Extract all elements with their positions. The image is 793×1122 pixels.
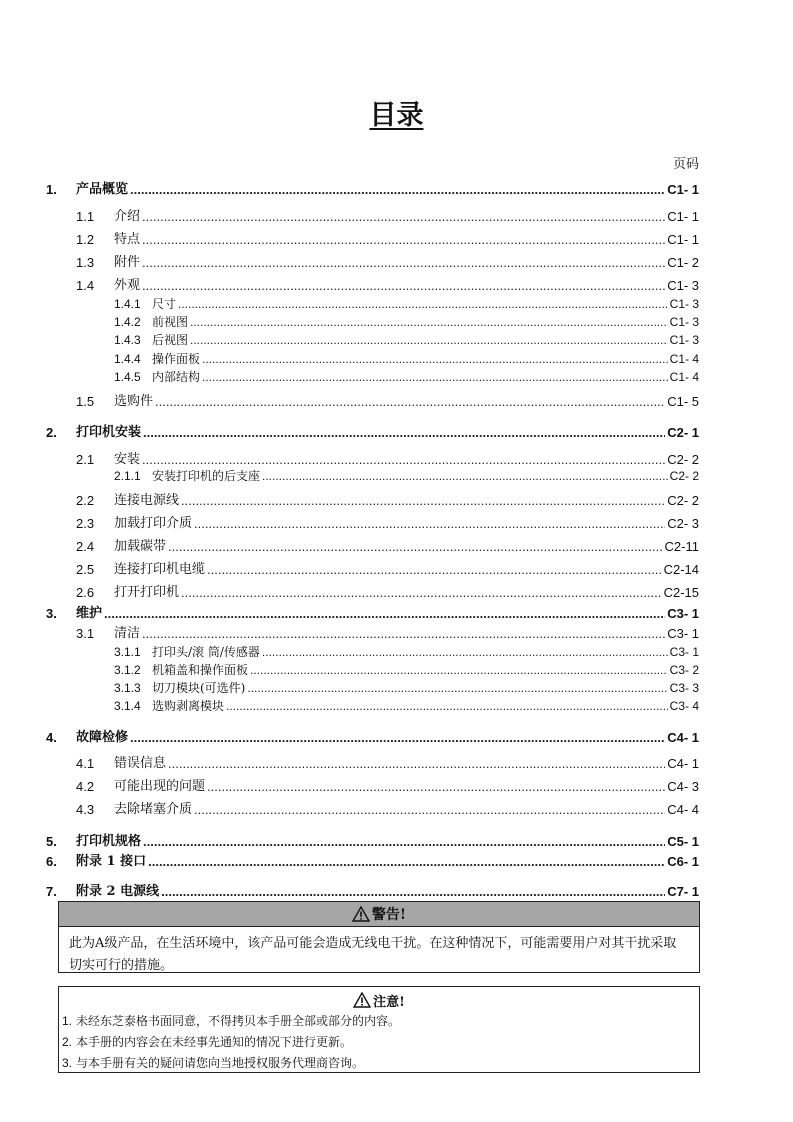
toc-label: 外观 bbox=[114, 278, 141, 293]
toc-page-number: C1- 3 bbox=[669, 297, 699, 311]
toc-number: 7. bbox=[46, 884, 57, 899]
toc-page-number: C1- 4 bbox=[669, 370, 699, 384]
dot-leader bbox=[155, 394, 665, 410]
toc-number: 3.1.4 bbox=[114, 699, 141, 713]
toc-number: 4.1 bbox=[76, 756, 95, 771]
toc-number: 1.1 bbox=[76, 209, 95, 224]
toc-subsection[interactable] bbox=[114, 662, 699, 678]
toc-label: 切刀模块(可选件) bbox=[152, 681, 246, 695]
dot-leader bbox=[194, 516, 665, 532]
toc-number: 2.1.1 bbox=[114, 469, 141, 483]
notice-title: 注意! bbox=[373, 994, 405, 1010]
toc-section[interactable] bbox=[76, 392, 699, 410]
toc-page-number: C1- 1 bbox=[667, 232, 699, 247]
toc-label: 加载碳带 bbox=[114, 539, 167, 554]
toc-page-number: C2-11 bbox=[664, 539, 699, 554]
toc-chapter[interactable] bbox=[46, 728, 699, 746]
toc-number: 1.4.1 bbox=[114, 297, 141, 311]
toc-page-number: C2-14 bbox=[663, 562, 699, 577]
toc-number: 2.5 bbox=[76, 562, 95, 577]
dot-leader bbox=[202, 351, 668, 367]
toc-subsection[interactable] bbox=[114, 698, 699, 714]
notice-item: 1. 未经东芝泰格书面同意，不得拷贝本手册全部或部分的内容。 bbox=[62, 1014, 401, 1028]
toc-number: 2.2 bbox=[76, 493, 95, 508]
toc-number: 3.1 bbox=[76, 626, 95, 641]
toc-number: 3. bbox=[46, 606, 57, 621]
toc-number: 3.1.1 bbox=[114, 645, 141, 659]
dot-leader bbox=[148, 854, 665, 870]
toc-label: 介绍 bbox=[114, 209, 141, 224]
toc-page-number: C5- 1 bbox=[667, 834, 699, 849]
toc-subsection[interactable] bbox=[114, 369, 699, 385]
toc-chapter[interactable] bbox=[46, 423, 699, 441]
toc-number: 1.2 bbox=[76, 232, 95, 247]
toc-label: 产品概览 bbox=[76, 182, 129, 197]
dot-leader bbox=[250, 662, 668, 678]
toc-section[interactable] bbox=[76, 230, 699, 248]
toc-chapter[interactable] bbox=[46, 180, 699, 198]
toc-page-number: C3- 1 bbox=[667, 606, 699, 621]
dot-leader bbox=[262, 468, 668, 484]
toc-section[interactable] bbox=[76, 754, 699, 772]
toc-label: 操作面板 bbox=[152, 352, 201, 366]
toc-number: 2. bbox=[46, 425, 57, 440]
toc-page-number: C4- 3 bbox=[667, 779, 699, 794]
toc-page-number: C4- 1 bbox=[667, 756, 699, 771]
toc-page-number: C3- 3 bbox=[669, 681, 699, 695]
toc-subsection[interactable] bbox=[114, 351, 699, 367]
page-title: 目录 bbox=[369, 100, 424, 131]
dot-leader bbox=[181, 585, 662, 601]
dot-leader bbox=[190, 332, 668, 348]
toc-label: 安装打印机的后支座 bbox=[152, 469, 261, 483]
dot-leader bbox=[194, 802, 665, 818]
warning-triangle-icon bbox=[352, 906, 370, 922]
toc-page-number: C3- 2 bbox=[669, 663, 699, 677]
notice-header bbox=[59, 989, 699, 1011]
dot-leader bbox=[207, 779, 665, 795]
page-column-label: 页码 bbox=[672, 157, 699, 172]
toc-page-number: C3- 4 bbox=[669, 699, 699, 713]
toc-page-number: C7- 1 bbox=[667, 884, 699, 899]
toc-label: 后视图 bbox=[152, 333, 189, 347]
toc-page-number: C2- 1 bbox=[667, 425, 699, 440]
dot-leader bbox=[104, 606, 665, 622]
dot-leader bbox=[178, 296, 668, 312]
dot-leader bbox=[168, 539, 663, 555]
notice-box bbox=[58, 986, 700, 1073]
toc-section[interactable] bbox=[76, 253, 699, 271]
toc-label: 特点 bbox=[114, 232, 141, 247]
toc-page-number: C1- 3 bbox=[669, 333, 699, 347]
toc-chapter[interactable] bbox=[46, 832, 699, 850]
dot-leader bbox=[181, 493, 665, 509]
toc-number: 1.4.5 bbox=[114, 370, 141, 384]
toc-number: 1.3 bbox=[76, 255, 95, 270]
dot-leader bbox=[143, 834, 665, 850]
toc-page-number: C2- 2 bbox=[669, 469, 699, 483]
toc-label: 去除堵塞介质 bbox=[114, 802, 193, 817]
toc-number: 2.6 bbox=[76, 585, 95, 600]
toc-page-number: C4- 4 bbox=[667, 802, 699, 817]
toc-number: 1. bbox=[46, 182, 57, 197]
dot-leader bbox=[190, 314, 668, 330]
toc-label: 故障检修 bbox=[76, 730, 129, 745]
toc-page-number: C1- 5 bbox=[667, 394, 699, 409]
toc-number: 6. bbox=[46, 854, 57, 869]
toc-number: 4. bbox=[46, 730, 57, 745]
toc-page-number: C1- 1 bbox=[667, 209, 699, 224]
toc-page-number: C2- 2 bbox=[667, 452, 699, 467]
toc-number: 3.1.2 bbox=[114, 663, 141, 677]
toc-chapter[interactable] bbox=[46, 604, 699, 622]
toc-label: 选购件 bbox=[114, 394, 154, 409]
toc-page-number: C2- 2 bbox=[667, 493, 699, 508]
dot-leader bbox=[142, 626, 665, 642]
toc-page-number: C1- 3 bbox=[667, 278, 699, 293]
toc-section[interactable] bbox=[76, 207, 699, 225]
toc-label: 连接电源线 bbox=[114, 493, 180, 508]
warning-box bbox=[58, 901, 700, 973]
dot-leader bbox=[142, 278, 665, 294]
dot-leader bbox=[207, 562, 662, 578]
toc-label: 打印机安装 bbox=[76, 425, 142, 440]
toc-label: 错误信息 bbox=[114, 756, 167, 771]
toc-number: 2.3 bbox=[76, 516, 95, 531]
toc-page-number: C3- 1 bbox=[669, 645, 699, 659]
warning-header bbox=[59, 902, 699, 927]
toc-number: 3.1.3 bbox=[114, 681, 141, 695]
warning-title: 警告! bbox=[371, 907, 407, 923]
dot-leader bbox=[226, 698, 668, 714]
toc-page-number: C2- 3 bbox=[667, 516, 699, 531]
toc-label: 附录 2 电源线 bbox=[76, 884, 160, 899]
toc-label: 内部结构 bbox=[152, 370, 201, 384]
dot-leader bbox=[202, 369, 668, 385]
toc-label: 打开打印机 bbox=[114, 585, 180, 600]
dot-leader bbox=[161, 884, 665, 900]
toc-subsection[interactable] bbox=[114, 644, 699, 660]
toc-page-number: C3- 1 bbox=[667, 626, 699, 641]
toc-subsection[interactable] bbox=[114, 680, 699, 696]
toc-label: 清洁 bbox=[114, 626, 141, 641]
toc-label: 连接打印机电缆 bbox=[114, 562, 206, 577]
toc-subsection[interactable] bbox=[114, 314, 699, 330]
dot-leader bbox=[142, 452, 665, 468]
toc-label: 加载打印介质 bbox=[114, 516, 193, 531]
dot-leader bbox=[130, 182, 665, 198]
dot-leader bbox=[247, 680, 667, 696]
toc-number: 2.4 bbox=[76, 539, 95, 554]
toc-page-number: C1- 3 bbox=[669, 315, 699, 329]
dot-leader bbox=[142, 209, 665, 225]
toc-section[interactable] bbox=[76, 624, 699, 642]
toc-section[interactable] bbox=[76, 514, 699, 532]
toc-section[interactable] bbox=[76, 560, 699, 578]
toc-section[interactable] bbox=[76, 800, 699, 818]
dot-leader bbox=[168, 756, 665, 772]
toc-number: 5. bbox=[46, 834, 57, 849]
toc-label: 尺寸 bbox=[152, 297, 177, 311]
toc-number: 1.4.2 bbox=[114, 315, 141, 329]
warning-triangle-icon bbox=[353, 992, 371, 1008]
toc-number: 1.4.3 bbox=[114, 333, 141, 347]
toc-label: 维护 bbox=[76, 606, 103, 621]
toc-label: 打印机规格 bbox=[76, 834, 142, 849]
toc-number: 4.2 bbox=[76, 779, 95, 794]
toc-page-number: C2-15 bbox=[663, 585, 699, 600]
toc-number: 1.4.4 bbox=[114, 352, 141, 366]
dot-leader bbox=[262, 644, 668, 660]
toc-number: 4.3 bbox=[76, 802, 95, 817]
toc-label: 附件 bbox=[114, 255, 141, 270]
notice-item: 3. 与本手册有关的疑问请您向当地授权服务代理商咨询。 bbox=[62, 1056, 365, 1070]
toc-page-number: C6- 1 bbox=[667, 854, 699, 869]
dot-leader bbox=[142, 232, 665, 248]
toc-label: 前视图 bbox=[152, 315, 189, 329]
toc-subsection[interactable] bbox=[114, 332, 699, 348]
dot-leader bbox=[142, 255, 665, 271]
toc-label: 打印头/滚 筒/传感器 bbox=[152, 645, 260, 659]
toc-label: 附录 1 接口 bbox=[76, 854, 147, 869]
toc-section[interactable] bbox=[76, 450, 699, 468]
toc-page-number: C1- 4 bbox=[669, 352, 699, 366]
toc-page-number: C4- 1 bbox=[667, 730, 699, 745]
toc-number: 1.4 bbox=[76, 278, 95, 293]
toc-label: 机箱盖和操作面板 bbox=[152, 663, 249, 677]
dot-leader bbox=[143, 425, 665, 441]
dot-leader bbox=[130, 730, 665, 746]
toc-label: 安装 bbox=[114, 452, 141, 467]
toc-label: 可能出现的问题 bbox=[114, 779, 206, 794]
toc-section[interactable] bbox=[76, 583, 699, 601]
toc-subsection[interactable] bbox=[114, 468, 699, 484]
toc-subsection[interactable] bbox=[114, 296, 699, 312]
toc-page-number: C1- 2 bbox=[667, 255, 699, 270]
notice-item: 2. 本手册的内容会在未经事先通知的情况下进行更新。 bbox=[62, 1035, 353, 1049]
toc-number: 2.1 bbox=[76, 452, 95, 467]
toc-section[interactable] bbox=[76, 491, 699, 509]
toc-chapter[interactable] bbox=[46, 852, 699, 870]
toc-section[interactable] bbox=[76, 276, 699, 294]
toc-page-number: C1- 1 bbox=[667, 182, 699, 197]
toc-section[interactable] bbox=[76, 777, 699, 795]
warning-text: 此为A级产品，在生活环境中，该产品可能会造成无线电干扰。在这种情况下，可能需要用户对其干扰采取切实可行的措施。 bbox=[69, 936, 677, 973]
toc-section[interactable] bbox=[76, 537, 699, 555]
toc-number: 1.5 bbox=[76, 394, 95, 409]
toc-label: 选购剥离模块 bbox=[152, 699, 225, 713]
toc-chapter[interactable] bbox=[46, 882, 699, 900]
